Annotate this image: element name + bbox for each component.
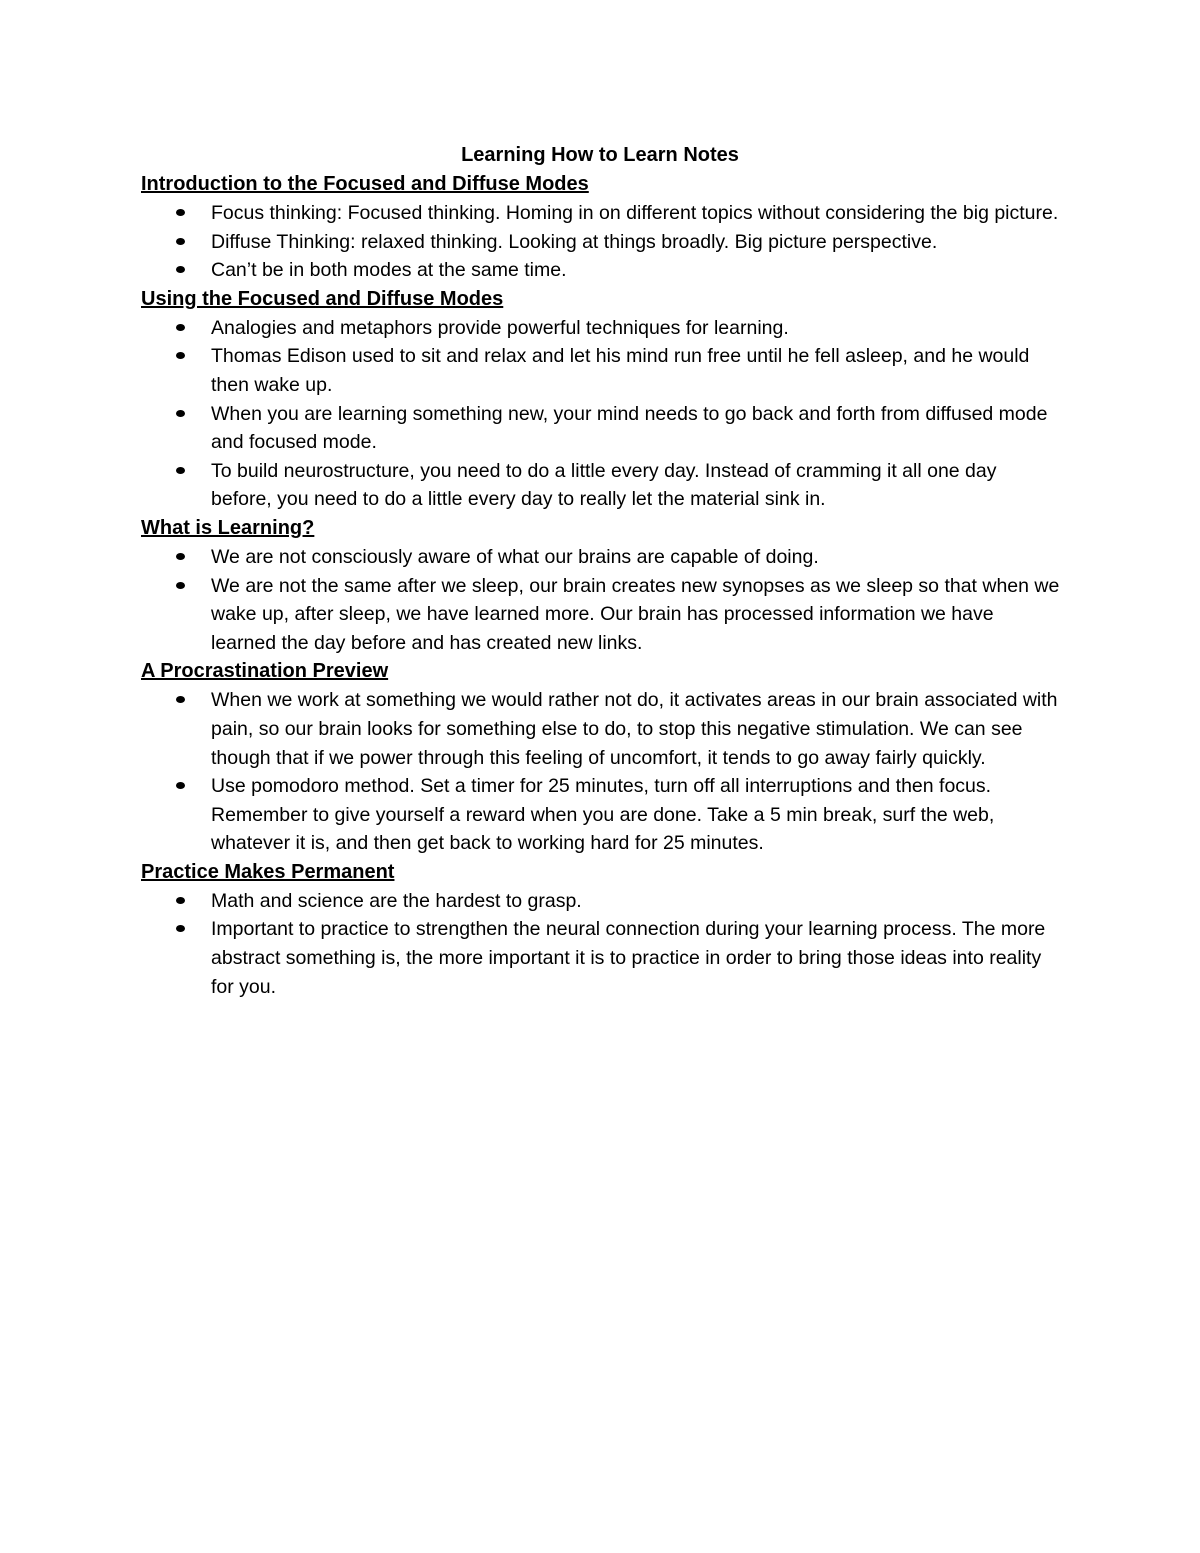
section-heading-using-modes: Using the Focused and Diffuse Modes bbox=[141, 287, 504, 310]
section-heading-intro: Introduction to the Focused and Diffuse Modes bbox=[141, 173, 589, 195]
bullet-icon bbox=[176, 238, 185, 245]
list-item bbox=[141, 572, 1061, 658]
list-item-text: Thomas Edison used to sit and relax and let his mind run free until he fell asleep, and he would then wake up. bbox=[211, 345, 1030, 396]
bullet-icon bbox=[176, 582, 185, 589]
bullet-icon bbox=[176, 410, 185, 417]
section-heading-practice: Practice Makes Permanent bbox=[141, 860, 395, 883]
bullet-icon bbox=[176, 897, 185, 904]
list-item bbox=[141, 199, 1061, 228]
list-item-text: Important to practice to strengthen the neural connection during your learning process. The more abstract something is, the more important it is to practice in order to bring those ideas into reality for you. bbox=[211, 918, 1046, 998]
bullet-list-intro bbox=[141, 199, 1061, 285]
list-item bbox=[141, 256, 1061, 285]
document-title: Learning How to Learn Notes bbox=[461, 144, 739, 166]
list-item-text: Focus thinking: Focused thinking. Homing in on different topics without considering the big picture. bbox=[211, 202, 1059, 224]
bullet-list-practice bbox=[141, 887, 1061, 1001]
list-item bbox=[141, 457, 1061, 514]
bullet-icon bbox=[176, 467, 185, 474]
section-heading-procrastination: A Procrastination Preview bbox=[141, 660, 389, 683]
list-item bbox=[141, 772, 1061, 858]
list-item-text: Analogies and metaphors provide powerful techniques for learning. bbox=[211, 316, 789, 339]
list-item bbox=[141, 887, 1061, 916]
list-item-text: Diffuse Thinking: relaxed thinking. Looking at things broadly. Big picture perspective. bbox=[211, 230, 938, 253]
bullet-icon bbox=[176, 925, 185, 932]
list-item-text: When we work at something we would rather not do, it activates areas in our brain associated with pain, so our brain looks for something else to do, to stop this negative stimulation. We can see though that if we power through this feeling of uncomfort, it tends to go away fairly quickly. bbox=[211, 689, 1058, 769]
list-item bbox=[141, 314, 1061, 343]
list-item bbox=[141, 543, 1061, 572]
section-heading-what-is-learning: What is Learning? bbox=[141, 516, 315, 539]
list-item bbox=[141, 400, 1061, 457]
bullet-list-what-is-learning bbox=[141, 543, 1061, 657]
bullet-icon bbox=[176, 782, 185, 789]
bullet-icon bbox=[176, 352, 185, 359]
list-item-text: We are not consciously aware of what our brains are capable of doing. bbox=[211, 545, 819, 568]
list-item-text: When you are learning something new, your mind needs to go back and forth from diffused mode and focused mode. bbox=[211, 402, 1048, 454]
list-item-text: Can’t be in both modes at the same time. bbox=[211, 259, 567, 282]
list-item-text: Math and science are the hardest to grasp. bbox=[211, 889, 582, 912]
list-item-text: Use pomodoro method. Set a timer for 25 minutes, turn off all interruptions and then focus. Remember to give yourself a reward when you are done. Take a 5 min break, surf the web, whatever it is, and then get back to working hard for 25 minutes. bbox=[211, 775, 995, 855]
bullet-icon bbox=[176, 266, 185, 273]
list-item bbox=[141, 915, 1061, 1001]
bullet-list-using-modes bbox=[141, 314, 1061, 514]
list-item bbox=[141, 686, 1061, 772]
bullet-icon bbox=[176, 209, 185, 216]
bullet-icon bbox=[176, 696, 185, 703]
list-item-text: We are not the same after we sleep, our brain creates new synopses as we sleep so that when we wake up, after sleep, we have learned more. Our brain has processed information we have learned the day before and has created new links. bbox=[211, 574, 1060, 654]
list-item bbox=[141, 342, 1061, 399]
list-item bbox=[141, 228, 1061, 257]
document-content bbox=[141, 141, 1061, 1001]
bullet-list-procrastination bbox=[141, 686, 1061, 858]
bullet-icon bbox=[176, 553, 185, 560]
list-item-text: To build neurostructure, you need to do a little every day. Instead of cramming it all one day before, you need to do a little every day to really let the material sink in. bbox=[211, 459, 997, 511]
bullet-icon bbox=[176, 324, 185, 331]
